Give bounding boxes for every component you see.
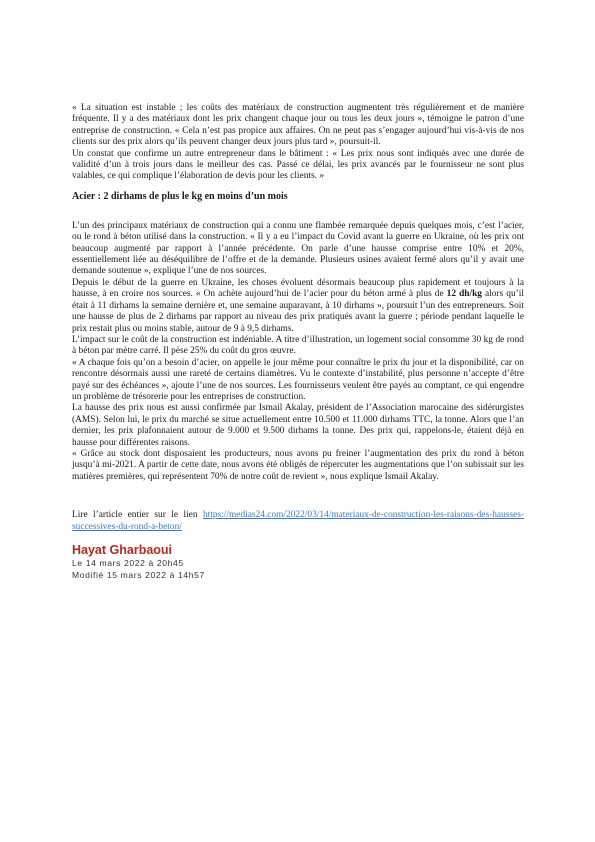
price-highlight: 12 dh/kg [446,289,482,300]
read-more [72,509,524,533]
paragraph-instability-quote: « La situation est instable ; les coûts des matériaux de construction augmentent très régulièrement et de manière fréquente. Il y a des matériaux dont les prix changent chaque jour ou tous les deux jours », témoigne le patron d’une entreprise de construction. « Cela n’est pas propice aux affaires. On ne peut pas s’engager aujourd’hui vis-à-vis de nos clients sur des prix alors qu’ils peuvent changer deux jours plus tard », poursuit-il. [72,103,524,148]
paragraph-ukraine-war [72,278,524,335]
paragraph-steel-intro: L’un des principaux matériaux de construction qui a connu une flambée remarquée depuis quelques mois, c’est l’acier, ou le rond à béton utilisé dans la construction. « Il y a eu l’impact du Covid avant la guerre en Ukraine, où les prix ont beaucoup augmenté par rapport à l’année précédente. On parle d’une hausse comprise entre 10% et 20%, essentiellement liée au déséquilibre de l’offre et de la demande. Plusieurs usines avaient fermé alors qu’il y avait une demande soutenue », explique l’une de nos sources. [72,220,524,277]
author-name: Hayat Gharbaoui [72,542,173,557]
article-link[interactable]: https://medias24.com/2022/03/14/materiaux-de-construction-les-raisons-des-hausses-successives-du-rond-a-beton/ [72,509,524,532]
article-body [72,103,524,581]
paragraph-ams-president: La hausse des prix nous est aussi confirmée par Ismail Akalay, président de l’Association marocaine des sidérurgistes (AMS). Selon lui, le prix du marché se situe actuellement entre 10.500 et 11.000 dirhams TTC, la tonne. Alors que l’an dernier, les prix plafonnaient autour de 9.000 et 9.500 dirhams la tonne. Des prix qui, rappelons-le, étaient déjà en hausse pour différentes raisons. [72,403,524,448]
read-more-label: Lire l’article entier sur le lien [72,509,203,520]
paragraph-ukraine-text-b: alors qu’il était à 11 dirhams la semaine dernière et, une semaine auparavant, à 10 dirhams », poursuit l’un des entrepreneurs. Soit une hausse de plus de 2 dirhams par rapport au niveau des prix pratiqués avant la guerre ; période pendant laquelle le prix restait plus ou moins stable, autour de 9 à 9,5 dirhams. [72,289,524,334]
published-date: Le 14 mars 2022 à 20h45 [72,557,184,568]
paragraph-ukraine-text-a: Depuis le début de la guerre en Ukraine, les choses évoluent désormais beaucoup plus rapidement et toujours à la hausse, à en croire nos sources. « On achète aujourd’hui de l’acier pour du béton armé à plus de [72,277,524,300]
paragraph-akalay-quote: « Grâce au stock dont disposaient les producteurs, nous avons pu freiner l’augmentation des prix du rond à béton jusqu’à mi-2021. A partir de cette date, nous avons été obligés de répercuter les augmentations que l’on subissait sur les matières premières, qui représentent 70% de notre coût de revient », nous explique Ismail Akalay. [72,448,524,482]
paragraph-construction-cost: L’impact sur le coût de la construction est indéniable. A titre d’illustration, un logement social consomme 30 kg de rond à béton par mètre carré. Il pèse 25% du coût du gros œuvre. [72,334,524,357]
paragraph-availability-quote: « A chaque fois qu’on a besoin d’acier, on appelle le jour même pour connaître le prix du jour et la disponibilité, car on rencontre désormais aussi une rareté de certains diamètres. Vu le contexte d’instabilité, plus personne n’accepte d’être payé sur des échéances », ajoute l’une de nos sources. Les fournisseurs veulent être payés au comptant, ce qui engendre un problème de trésorerie pour les entreprises de construction. [72,357,524,402]
modified-date: Modifié 15 mars 2022 à 14h57 [72,569,205,580]
paragraph-validity-quote: Un constat que confirme un autre entrepreneur dans le bâtiment : « Les prix nous sont indiqués avec une durée de validité d’un à trois jours dans le meilleur des cas. Passé ce délai, les prix avancés par le fournisseur ne sont plus valables, ce qui complique l’élaboration de devis pour les clients. » [72,148,524,182]
section-heading: Acier : 2 dirhams de plus le kg en moins d’un mois [72,190,288,202]
